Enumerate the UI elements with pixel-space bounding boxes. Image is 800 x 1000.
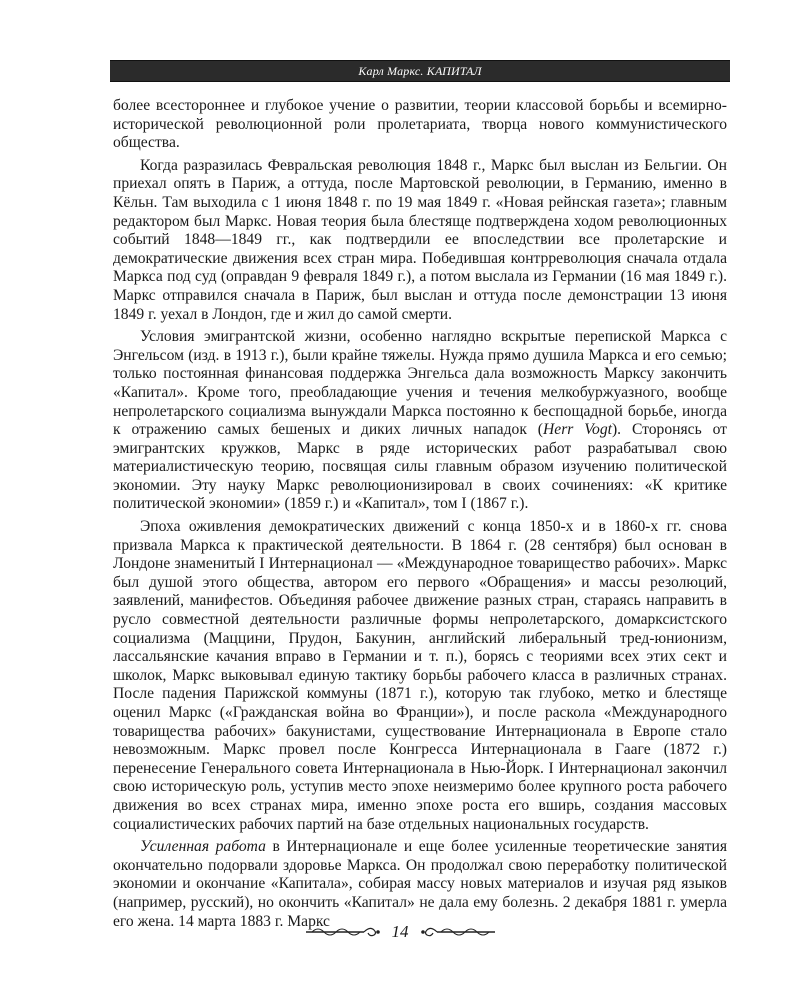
paragraph-1: более всестороннее и глубокое учение о развитии, теории классовой борьбы и всемирно-исторической революционной роли пролетариата, творца нового коммунистического общества.: [113, 97, 727, 152]
running-header-title: Карл Маркс. КАПИТАЛ: [358, 63, 482, 78]
left-flourish-icon: [304, 924, 382, 940]
running-header: [110, 60, 730, 82]
paragraph-3: Условия эмигрантской жизни, особенно наглядно вскрытые перепиской Маркса с Энгельсом (изд. в 1913 г.), были крайне тяжелы. Нужда прямо душила Маркса и его семью; только постоянная финансовая поддержка Энгельса дала возможность Марксу закончить «Капитал». Кроме того, преобладающие учения и течения мелкобуржуазного, вообще непролетарского социализма вынуждали Маркса постоянно к беспощадной борьбе, иногда к отражению самых бешеных и диких личных нападок (Herr Vogt). Сторонясь от эмигрантских кружков, Маркс в ряде исторических работ разрабатывал свою материалистическую теорию, посвящая силы главным образом изучению политической экономии. Эту науку Маркс революционизировал в своих сочинениях: «К критике политической экономии» (1859 г.) и «Капитал», том I (1867 г.).: [113, 328, 727, 513]
page-body: [113, 97, 727, 935]
paragraph-2: Когда разразилась Февральская революция 1848 г., Маркс был выслан из Бельгии. Он приехал опять в Париж, а оттуда, после Мартовской революции, в Германию, именно в Кёльн. Там выходила с 1 июня 1848 г. по 19 мая 1849 г. «Новая рейнская газета»; главным редактором был Маркс. Новая теория была блестяще подтверждена ходом революционных событий 1848—1849 гг., как подтвердили ее впоследствии все пролетарские и демократические движения всех стран мира. Победившая контрреволюция сначала отдала Маркса под суд (оправдан 9 февраля 1849 г.), а потом выслала из Германии (16 мая 1849 г.). Маркс отправился сначала в Париж, был выслан и оттуда после демонстрации 13 июня 1849 г. уехал в Лондон, где и жил до самой смерти.: [113, 156, 727, 323]
italic-title-herr-vogt: Herr Vogt: [543, 421, 612, 439]
paragraph-4: Эпоха оживления демократических движений с конца 1850-х и в 1860-х гг. снова призвала Маркса к практической деятельности. В 1864 г. (28 сентября) был основан в Лондоне знаменитый I Интернационал — «Международное товарищество рабочих». Маркс был душой этого общества, автором его первого «Обращения» и массы резолюций, заявлений, манифестов. Объединяя рабочее движение разных стран, стараясь направить в русло совместной деятельности различные формы непролетарского, домарксистского социализма (Маццини, Прудон, Бакунин, английский либеральный тред-юнионизм, лассальянские качания вправо в Германии и т. п.), борясь с теориями всех этих сект и школок, Маркс выковывал единую тактику борьбы рабочего класса в различных странах. После падения Парижской коммуны (1871 г.), которую так глубоко, метко и блестяще оценил Маркс («Гражданская война во Франции»), и после раскола «Международного товарищества рабочих» бакунистами, существование Интернационала в Европе стало невозможным. Маркс провел после Конгресса Интернационала в Гааге (1872 г.) перенесение Генерального совета Интернационала в Нью-Йорк. I Интернационал закончил свою историческую роль, уступив место эпохе неизмеримо более крупного роста рабочего движения во всех странах мира, именно эпохе роста его вширь, создания массовых социалистических рабочих партий на базе отдельных национальных государств.: [113, 518, 727, 833]
page-number: 14: [391, 922, 409, 941]
right-flourish-icon: [419, 924, 497, 940]
page-footer: [0, 922, 800, 942]
paragraph-5: Усиленная работа в Интернационале и еще более усиленные теоретические занятия окончательно подорвали здоровье Маркса. Он продолжал свою переработку политической экономии и окончание «Капитала», собирая массу новых материалов и изучая ряд языков (например, русский), но окончить «Капитал» не дала ему болезнь. 2 декабря 1881 г. умерла его жена. 14 марта 1883 г. Маркс: [113, 838, 727, 930]
italic-emphasis: Усиленная работа: [140, 838, 266, 856]
